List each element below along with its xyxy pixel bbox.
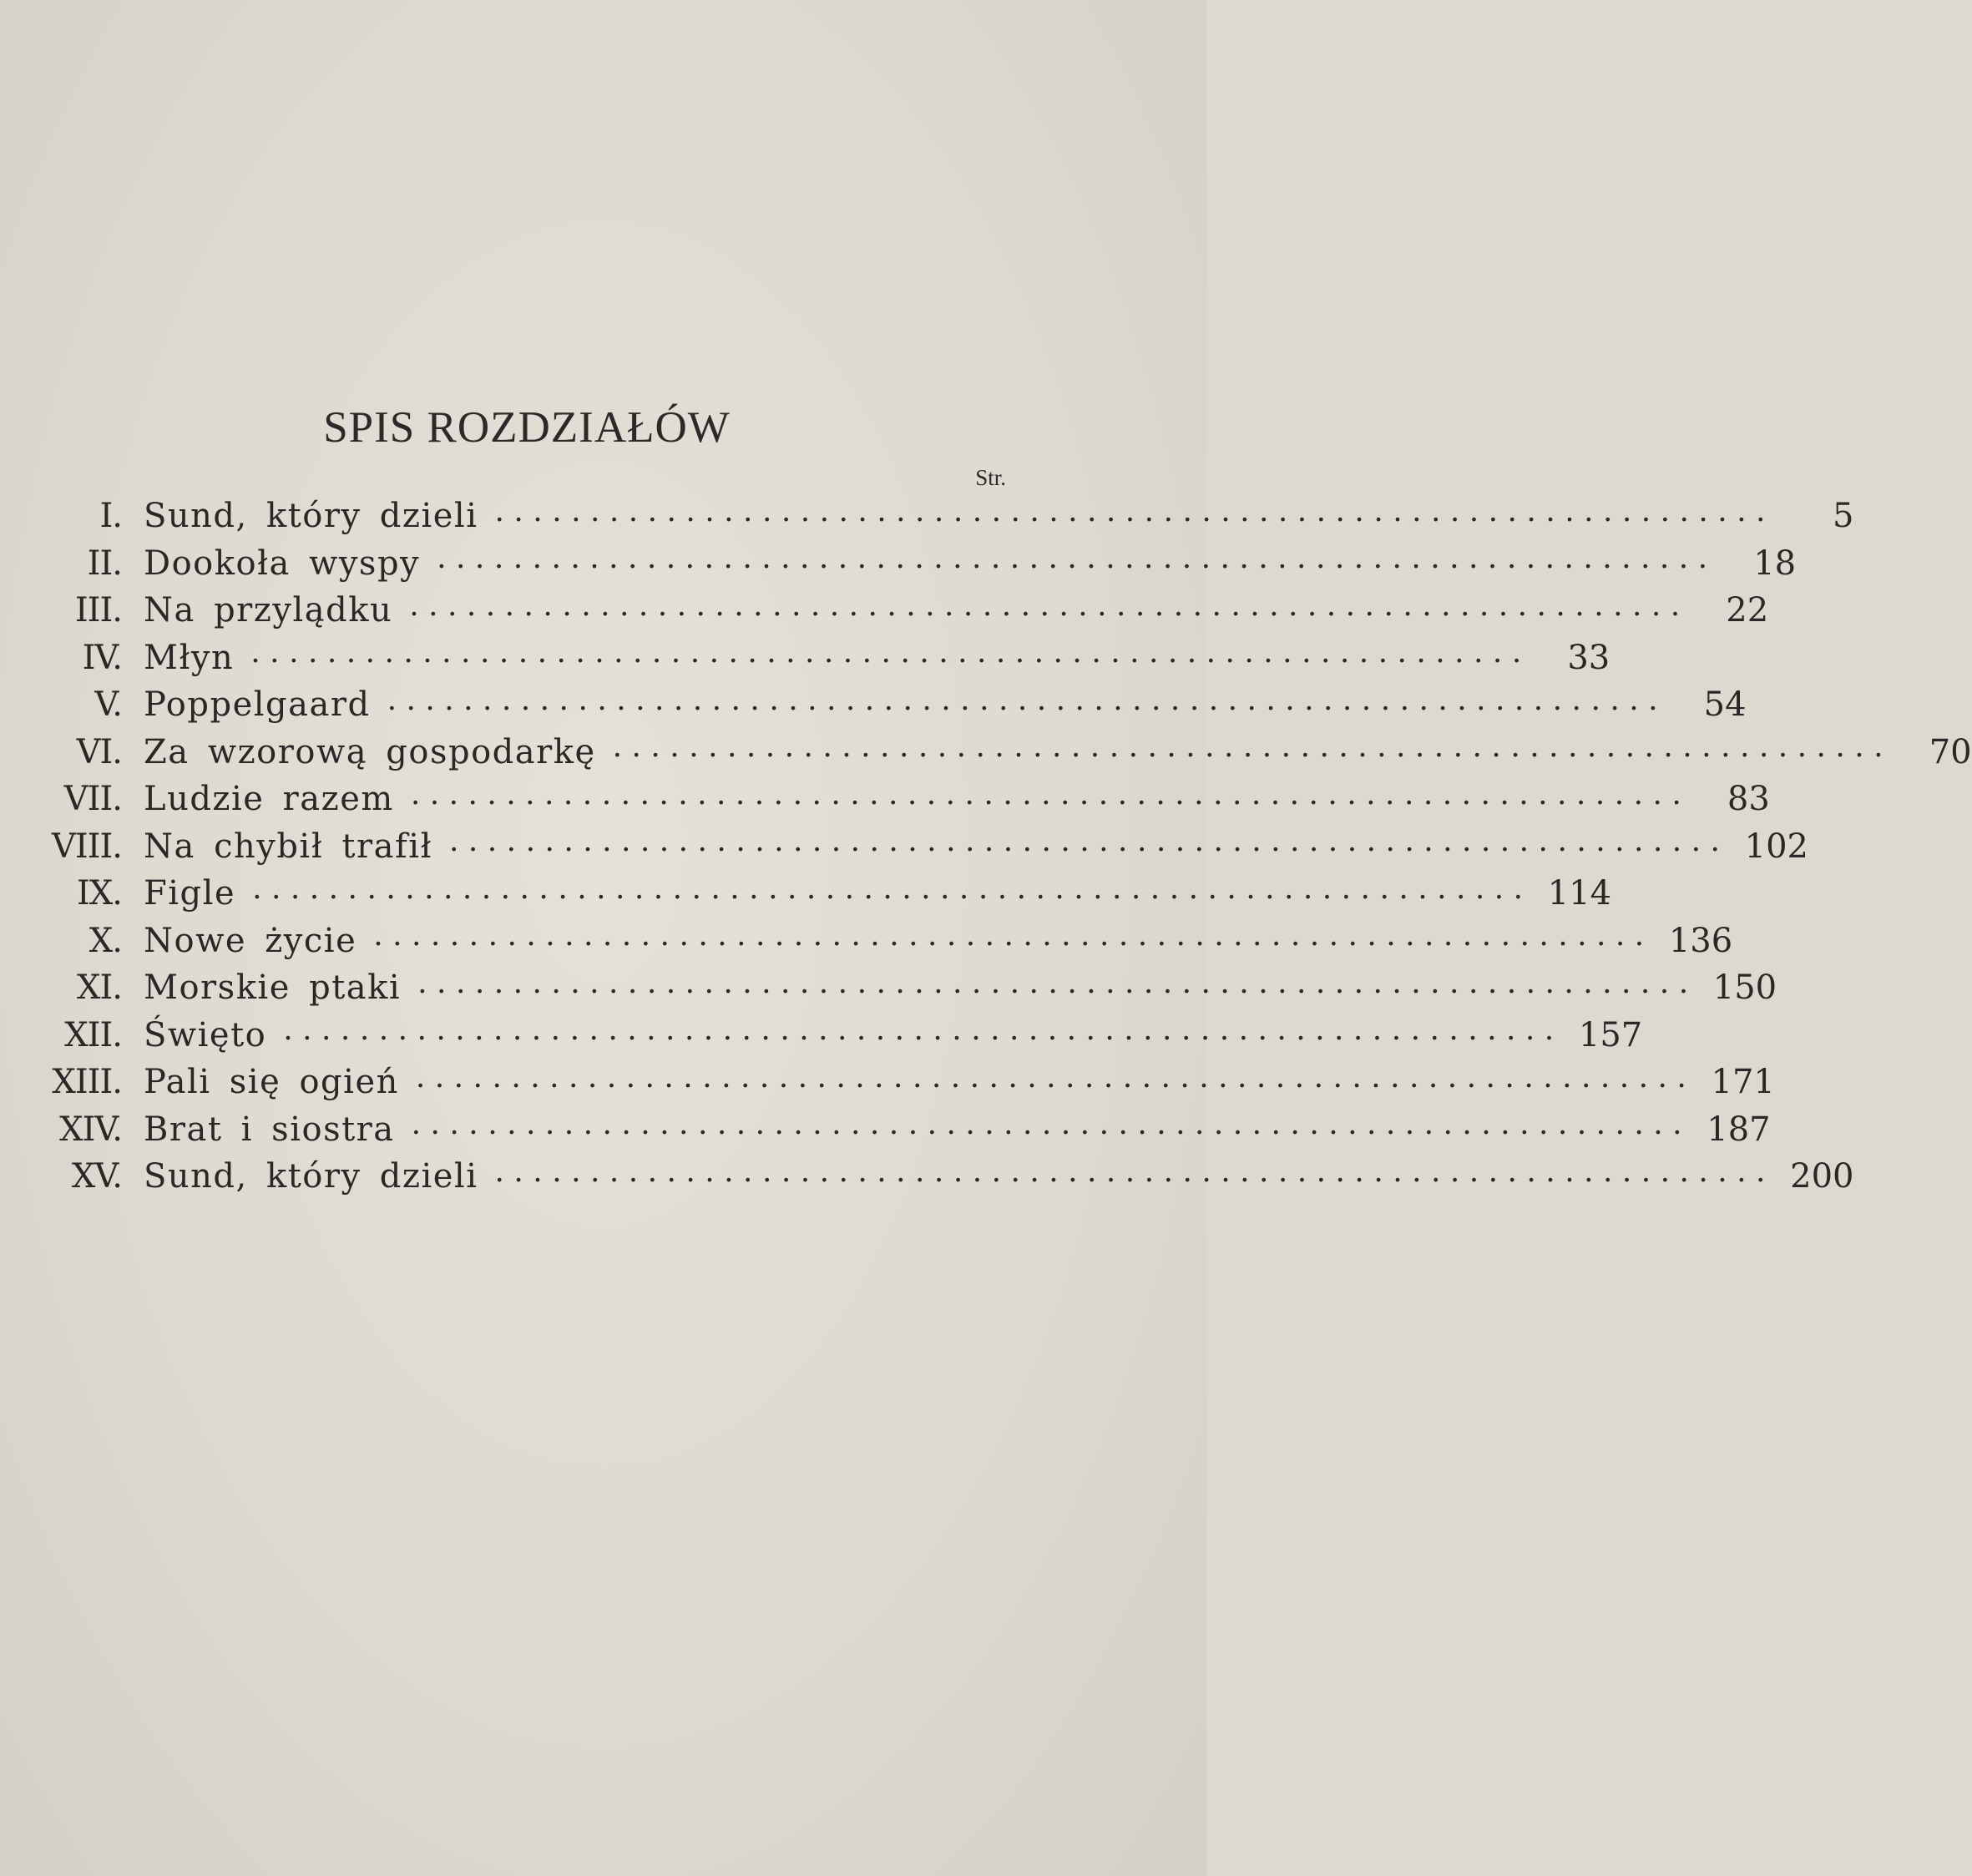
chapter-page: 33 [1567,638,1610,677]
chapter-page: 102 [1744,827,1808,866]
chapter-page: 187 [1707,1110,1771,1149]
toc-row [33,729,1972,776]
chapter-title: Ludzie razem [144,780,394,819]
dot-leader: . . . . . . . . . . . . . . . . . . . . . . . . . . . . . . . . . . . . . . . . . . . . . . . . . . . . . . . . . . . . . . . . . . . [373,918,1645,953]
chapter-number: VII. [63,780,122,819]
chapter-page: 54 [1703,685,1747,725]
chapter-title: Poppelgaard [144,685,371,725]
chapter-title: Na przylądku [144,591,393,630]
chapter-title: Brat i siostra [144,1110,395,1149]
chapter-number: III. [74,591,122,630]
chapter-title: Figle [144,874,236,913]
page-title: SPIS ROZDZIAŁÓW [323,403,731,452]
chapter-page: 83 [1727,780,1770,819]
chapter-number: VIII. [51,827,122,866]
chapter-page: 150 [1712,968,1777,1008]
chapter-title: Nowe życie [144,921,357,960]
chapter-number: IV. [82,638,122,677]
toc-row [33,823,1808,871]
chapter-number: XV. [71,1157,122,1196]
chapter-number: II. [87,544,122,583]
chapter-title: Święto [144,1015,267,1054]
chapter-page: 200 [1790,1157,1854,1196]
chapter-number: XII. [64,1015,122,1054]
dot-leader: . . . . . . . . . . . . . . . . . . . . . . . . . . . . . . . . . . . . . . . . . . . . . . . . . . . . . . . . . . . . . . . . . . . [252,871,1524,906]
dot-leader: . . . . . . . . . . . . . . . . . . . . . . . . . . . . . . . . . . . . . . . . . . . . . . . . . . . . . . . . . . . . . . . . . . . [417,965,1689,1000]
chapter-page: 136 [1668,921,1733,960]
toc-row [33,635,1610,682]
toc-row [33,918,1733,965]
chapter-title: Na chybił trafił [144,827,433,866]
dot-leader: . . . . . . . . . . . . . . . . . . . . . . . . . . . . . . . . . . . . . . . . . . . . . . . . . . . . . . . . . . . . . . . . . . . [283,1013,1555,1048]
dot-leader: . . . . . . . . . . . . . . . . . . . . . . . . . . . . . . . . . . . . . . . . . . . . . . . . . . . . . . . . . . . . . . . . . . . [409,588,1681,623]
dot-leader: . . . . . . . . . . . . . . . . . . . . . . . . . . . . . . . . . . . . . . . . . . . . . . . . . . . . . . . . . . . . . . . . . . . [449,824,1720,859]
toc-row [33,540,1797,588]
chapter-page: 18 [1753,544,1797,583]
dot-leader: . . . . . . . . . . . . . . . . . . . . . . . . . . . . . . . . . . . . . . . . . . . . . . . . . . . . . . . . . . . . . . . . . . . [250,635,1522,670]
chapter-title: Morskie ptaki [144,968,402,1008]
chapter-number: V. [94,685,122,725]
chapter-title: Pali się ogień [144,1063,399,1102]
chapter-number: XIII. [52,1063,122,1102]
dot-leader: . . . . . . . . . . . . . . . . . . . . . . . . . . . . . . . . . . . . . . . . . . . . . . . . . . . . . . . . . . . . . . . . . . . [612,730,1884,765]
chapter-page: 22 [1726,591,1769,630]
chapter-title: Za wzorową gospodarkę [144,732,596,771]
toc-row [33,1059,1775,1106]
chapter-number: I. [99,497,122,536]
chapter-page: 114 [1547,874,1612,913]
chapter-number: IX. [77,874,122,913]
toc-row [33,1106,1771,1154]
chapter-number: XI. [77,968,122,1008]
dot-leader: . . . . . . . . . . . . . . . . . . . . . . . . . . . . . . . . . . . . . . . . . . . . . . . . . . . . . . . . . . . . . . . . . . . [494,493,1766,528]
chapter-number: VI. [76,732,122,771]
toc-row [33,776,1770,823]
toc-row [33,493,1854,540]
chapter-page: 171 [1711,1063,1775,1102]
chapter-number: X. [88,921,122,960]
dot-leader: . . . . . . . . . . . . . . . . . . . . . . . . . . . . . . . . . . . . . . . . . . . . . . . . . . . . . . . . . . . . . . . . . . . [387,682,1658,717]
chapter-page: 157 [1578,1015,1643,1054]
toc-row [33,681,1747,729]
toc-row [33,1153,1854,1201]
toc-row [33,1012,1643,1059]
chapter-title: Sund, który dzieli [144,497,478,536]
dot-leader: . . . . . . . . . . . . . . . . . . . . . . . . . . . . . . . . . . . . . . . . . . . . . . . . . . . . . . . . . . . . . . . . . . . [494,1154,1766,1189]
chapter-page: 70 [1929,732,1972,771]
chapter-number: XIV. [59,1110,122,1149]
dot-leader: . . . . . . . . . . . . . . . . . . . . . . . . . . . . . . . . . . . . . . . . . . . . . . . . . . . . . . . . . . . . . . . . . . . [411,1107,1682,1142]
chapter-title: Sund, który dzieli [144,1157,478,1196]
chapter-title: Młyn [144,638,235,677]
dot-leader: . . . . . . . . . . . . . . . . . . . . . . . . . . . . . . . . . . . . . . . . . . . . . . . . . . . . . . . . . . . . . . . . . . . [410,776,1681,812]
table-of-contents [33,493,1972,1201]
toc-row [33,587,1769,635]
dot-leader: . . . . . . . . . . . . . . . . . . . . . . . . . . . . . . . . . . . . . . . . . . . . . . . . . . . . . . . . . . . . . . . . . . . [437,541,1708,576]
dot-leader: . . . . . . . . . . . . . . . . . . . . . . . . . . . . . . . . . . . . . . . . . . . . . . . . . . . . . . . . . . . . . . . . . . . [415,1059,1686,1095]
page-column-label: Str. [975,465,1006,490]
chapter-title: Dookoła wyspy [144,544,421,583]
chapter-page: 5 [1833,497,1854,536]
toc-row [33,964,1777,1012]
toc-row [33,870,1612,918]
